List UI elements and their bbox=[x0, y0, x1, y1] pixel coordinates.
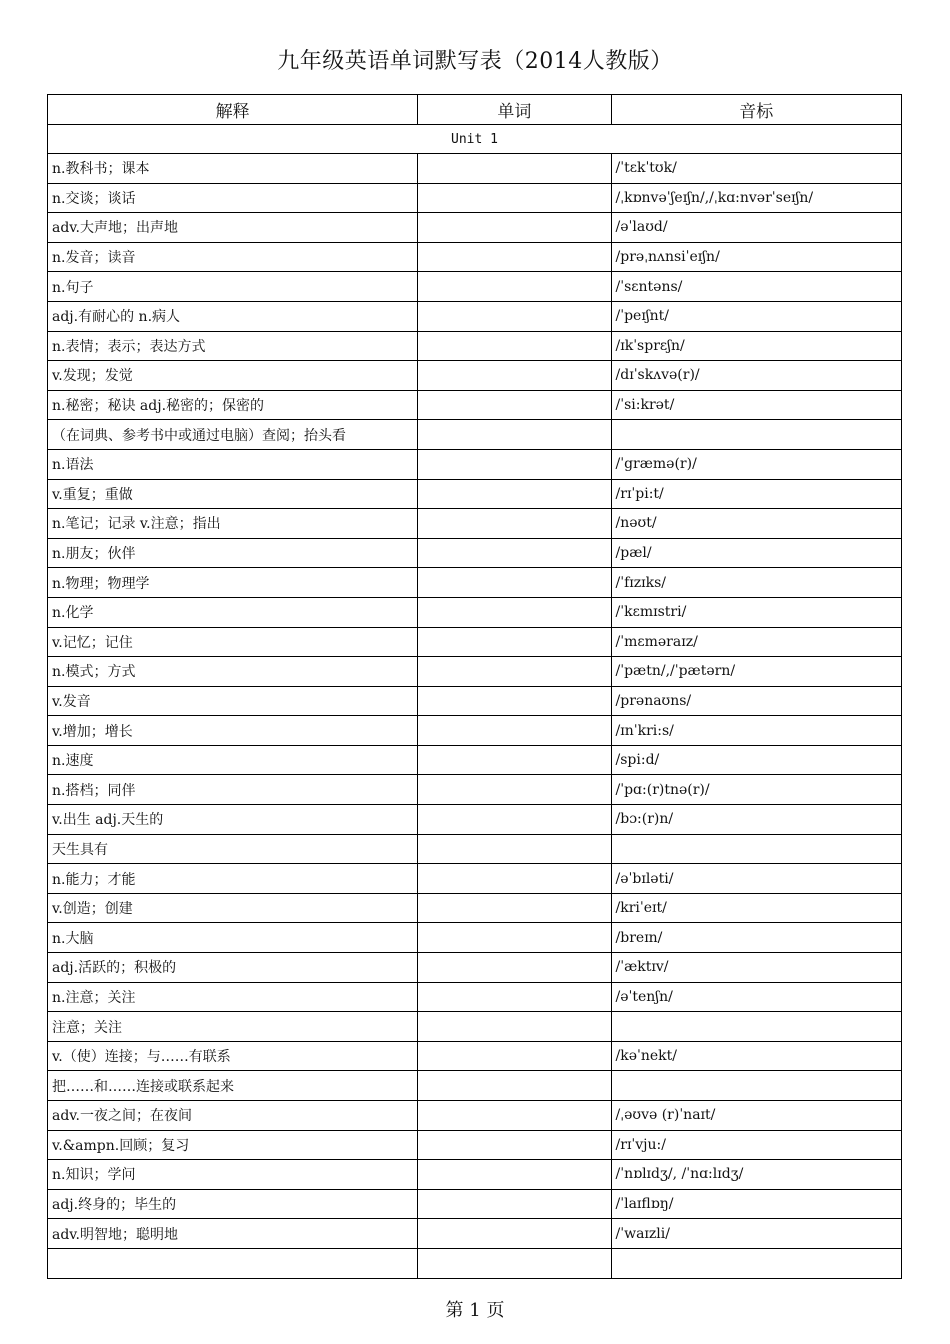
phonetic-cell: /ˈæktɪv/ bbox=[611, 953, 901, 983]
table-row bbox=[48, 805, 902, 835]
table-row bbox=[48, 568, 902, 598]
meaning-cell: n.语法 bbox=[48, 449, 418, 479]
phonetic-cell: /prəˌnʌnsiˈeɪʃn/ bbox=[611, 242, 901, 272]
phonetic-cell: /dɪˈskʌvə(r)/ bbox=[611, 361, 901, 391]
word-cell[interactable] bbox=[418, 627, 611, 657]
meaning-cell: n.模式；方式 bbox=[48, 657, 418, 687]
phonetic-cell: /əˈlaʊd/ bbox=[611, 213, 901, 243]
header-word: 单词 bbox=[418, 95, 611, 125]
word-cell[interactable] bbox=[418, 1130, 611, 1160]
phonetic-cell: /ˈpɑ:(r)tnə(r)/ bbox=[611, 775, 901, 805]
phonetic-cell: /ˈtɛkˈtʊk/ bbox=[611, 154, 901, 184]
table-row bbox=[48, 864, 902, 894]
meaning-cell: （在词典、参考书中或通过电脑）查阅；抬头看 bbox=[48, 420, 418, 450]
meaning-cell: n.发音；读音 bbox=[48, 242, 418, 272]
meaning-cell: 把……和……连接或联系起来 bbox=[48, 1071, 418, 1101]
table-row bbox=[48, 301, 902, 331]
phonetic-cell: /ɪnˈkri:s/ bbox=[611, 716, 901, 746]
meaning-cell: adj.活跃的；积极的 bbox=[48, 953, 418, 983]
table-row bbox=[48, 775, 902, 805]
phonetic-cell: /pæl/ bbox=[611, 538, 901, 568]
meaning-cell: v.发现；发觉 bbox=[48, 361, 418, 391]
meaning-cell: adv.明智地；聪明地 bbox=[48, 1219, 418, 1249]
word-cell[interactable] bbox=[418, 686, 611, 716]
meaning-cell: n.大脑 bbox=[48, 923, 418, 953]
page-number: 第 1 页 bbox=[445, 1300, 505, 1321]
word-cell[interactable] bbox=[418, 242, 611, 272]
word-cell[interactable] bbox=[418, 657, 611, 687]
phonetic-cell: /ˈsi:krət/ bbox=[611, 390, 901, 420]
phonetic-cell: /ˈsɛntəns/ bbox=[611, 272, 901, 302]
table-row bbox=[48, 272, 902, 302]
word-cell[interactable] bbox=[418, 982, 611, 1012]
word-cell[interactable] bbox=[418, 805, 611, 835]
table-row bbox=[48, 390, 902, 420]
table-row bbox=[48, 242, 902, 272]
meaning-cell: adj.有耐心的 n.病人 bbox=[48, 301, 418, 331]
table-row bbox=[48, 361, 902, 391]
phonetic-cell: /ˈgræmə(r)/ bbox=[611, 449, 901, 479]
meaning-cell: n.教科书；课本 bbox=[48, 154, 418, 184]
phonetic-cell: /kəˈnekt/ bbox=[611, 1041, 901, 1071]
unit-row bbox=[48, 125, 902, 154]
meaning-cell: adv.大声地；出声地 bbox=[48, 213, 418, 243]
word-cell[interactable] bbox=[418, 775, 611, 805]
phonetic-cell: /əˈtenʃn/ bbox=[611, 982, 901, 1012]
phonetic-cell: /ˈpætn/,/ˈpætərn/ bbox=[611, 657, 901, 687]
phonetic-cell bbox=[611, 1071, 901, 1101]
word-cell[interactable] bbox=[418, 301, 611, 331]
meaning-cell: n.注意；关注 bbox=[48, 982, 418, 1012]
meaning-cell: v.记忆；记住 bbox=[48, 627, 418, 657]
meaning-cell: 天生具有 bbox=[48, 834, 418, 864]
phonetic-cell: /kriˈeɪt/ bbox=[611, 893, 901, 923]
table-row bbox=[48, 1012, 902, 1042]
phonetic-cell: /əˈbɪləti/ bbox=[611, 864, 901, 894]
phonetic-cell: /ˌkɒnvəˈʃeɪʃn/,/ˌkɑ:nvərˈseɪʃn/ bbox=[611, 183, 901, 213]
table-row bbox=[48, 1248, 902, 1278]
phonetic-cell: /ˈkɛmɪstri/ bbox=[611, 597, 901, 627]
table-row bbox=[48, 213, 902, 243]
phonetic-cell: /ˈpeɪʃnt/ bbox=[611, 301, 901, 331]
meaning-cell: n.速度 bbox=[48, 745, 418, 775]
meaning-cell: n.化学 bbox=[48, 597, 418, 627]
word-cell[interactable] bbox=[418, 390, 611, 420]
table-row bbox=[48, 686, 902, 716]
phonetic-cell bbox=[611, 420, 901, 450]
phonetic-cell: /ˈlaɪflɒŋ/ bbox=[611, 1189, 901, 1219]
meaning-cell: n.知识；学问 bbox=[48, 1160, 418, 1190]
meaning-cell: n.秘密；秘诀 adj.秘密的；保密的 bbox=[48, 390, 418, 420]
word-cell[interactable] bbox=[418, 923, 611, 953]
word-cell[interactable] bbox=[418, 509, 611, 539]
table-row bbox=[48, 183, 902, 213]
phonetic-cell bbox=[611, 1012, 901, 1042]
word-cell[interactable] bbox=[418, 361, 611, 391]
word-cell[interactable] bbox=[418, 213, 611, 243]
table-row bbox=[48, 1041, 902, 1071]
table-row bbox=[48, 1189, 902, 1219]
table-row bbox=[48, 1160, 902, 1190]
meaning-cell: v.增加；增长 bbox=[48, 716, 418, 746]
meaning-cell: n.能力；才能 bbox=[48, 864, 418, 894]
table-row bbox=[48, 331, 902, 361]
word-cell[interactable] bbox=[418, 154, 611, 184]
phonetic-cell: /ɪkˈsprɛʃn/ bbox=[611, 331, 901, 361]
phonetic-cell bbox=[611, 1248, 901, 1278]
table-row bbox=[48, 1219, 902, 1249]
word-cell[interactable] bbox=[418, 834, 611, 864]
meaning-cell bbox=[48, 1248, 418, 1278]
phonetic-cell: /ˈmɛməraɪz/ bbox=[611, 627, 901, 657]
word-cell[interactable] bbox=[418, 1189, 611, 1219]
word-cell[interactable] bbox=[418, 183, 611, 213]
word-cell[interactable] bbox=[418, 864, 611, 894]
word-cell[interactable] bbox=[418, 1071, 611, 1101]
word-cell[interactable] bbox=[418, 597, 611, 627]
table-row bbox=[48, 923, 902, 953]
phonetic-cell bbox=[611, 834, 901, 864]
meaning-cell: n.交谈；谈话 bbox=[48, 183, 418, 213]
table-row bbox=[48, 893, 902, 923]
phonetic-cell: /ˈwaɪzli/ bbox=[611, 1219, 901, 1249]
vocabulary-table bbox=[47, 94, 902, 1279]
table-row bbox=[48, 420, 902, 450]
word-cell[interactable] bbox=[418, 1101, 611, 1131]
word-cell[interactable] bbox=[418, 272, 611, 302]
meaning-cell: v.创造；创建 bbox=[48, 893, 418, 923]
word-cell[interactable] bbox=[418, 538, 611, 568]
table-row bbox=[48, 449, 902, 479]
table-row bbox=[48, 953, 902, 983]
word-cell[interactable] bbox=[418, 893, 611, 923]
phonetic-cell: /rɪˈpi:t/ bbox=[611, 479, 901, 509]
phonetic-cell: /breɪn/ bbox=[611, 923, 901, 953]
meaning-cell: v.（使）连接；与……有联系 bbox=[48, 1041, 418, 1071]
word-cell[interactable] bbox=[418, 953, 611, 983]
meaning-cell: n.句子 bbox=[48, 272, 418, 302]
phonetic-cell: /ˌəʊvə (r)ˈnaɪt/ bbox=[611, 1101, 901, 1131]
word-cell[interactable] bbox=[418, 716, 611, 746]
header-meaning: 解释 bbox=[48, 95, 418, 125]
word-cell[interactable] bbox=[418, 1160, 611, 1190]
table-row bbox=[48, 657, 902, 687]
table-row bbox=[48, 1130, 902, 1160]
phonetic-cell: /rɪˈvju:/ bbox=[611, 1130, 901, 1160]
meaning-cell: n.朋友；伙伴 bbox=[48, 538, 418, 568]
phonetic-cell: /ˈnɒlɪdʒ/, /ˈnɑ:lɪdʒ/ bbox=[611, 1160, 901, 1190]
meaning-cell: n.表情；表示；表达方式 bbox=[48, 331, 418, 361]
meaning-cell: v.发音 bbox=[48, 686, 418, 716]
word-cell[interactable] bbox=[418, 568, 611, 598]
meaning-cell: v.出生 adj.天生的 bbox=[48, 805, 418, 835]
word-cell[interactable] bbox=[418, 1248, 611, 1278]
word-cell[interactable] bbox=[418, 331, 611, 361]
phonetic-cell: /nəʊt/ bbox=[611, 509, 901, 539]
header-row bbox=[48, 95, 902, 125]
unit-label: Unit 1 bbox=[48, 125, 902, 154]
meaning-cell: n.物理；物理学 bbox=[48, 568, 418, 598]
table-row bbox=[48, 834, 902, 864]
table-row bbox=[48, 509, 902, 539]
meaning-cell: v.重复；重做 bbox=[48, 479, 418, 509]
meaning-cell: adv.一夜之间；在夜间 bbox=[48, 1101, 418, 1131]
table-row bbox=[48, 1101, 902, 1131]
word-cell[interactable] bbox=[418, 1219, 611, 1249]
meaning-cell: n.搭档；同伴 bbox=[48, 775, 418, 805]
word-cell[interactable] bbox=[418, 1012, 611, 1042]
word-cell[interactable] bbox=[418, 745, 611, 775]
phonetic-cell: /prənaʊns/ bbox=[611, 686, 901, 716]
page-title: 九年级英语单词默写表（2014人教版） bbox=[277, 49, 673, 74]
table-row bbox=[48, 479, 902, 509]
phonetic-cell: /ˈfɪzɪks/ bbox=[611, 568, 901, 598]
meaning-cell: adj.终身的；毕生的 bbox=[48, 1189, 418, 1219]
table-row bbox=[48, 627, 902, 657]
table-row bbox=[48, 538, 902, 568]
word-cell[interactable] bbox=[418, 420, 611, 450]
table-row bbox=[48, 154, 902, 184]
meaning-cell: n.笔记；记录 v.注意；指出 bbox=[48, 509, 418, 539]
phonetic-cell: /spi:d/ bbox=[611, 745, 901, 775]
header-phonetic: 音标 bbox=[611, 95, 901, 125]
table-row bbox=[48, 745, 902, 775]
word-cell[interactable] bbox=[418, 449, 611, 479]
word-cell[interactable] bbox=[418, 1041, 611, 1071]
meaning-cell: v.&ampn.回顾；复习 bbox=[48, 1130, 418, 1160]
phonetic-cell: /bɔ:(r)n/ bbox=[611, 805, 901, 835]
word-cell[interactable] bbox=[418, 479, 611, 509]
table-row bbox=[48, 597, 902, 627]
meaning-cell: 注意；关注 bbox=[48, 1012, 418, 1042]
table-row bbox=[48, 716, 902, 746]
table-row bbox=[48, 982, 902, 1012]
table-row bbox=[48, 1071, 902, 1101]
